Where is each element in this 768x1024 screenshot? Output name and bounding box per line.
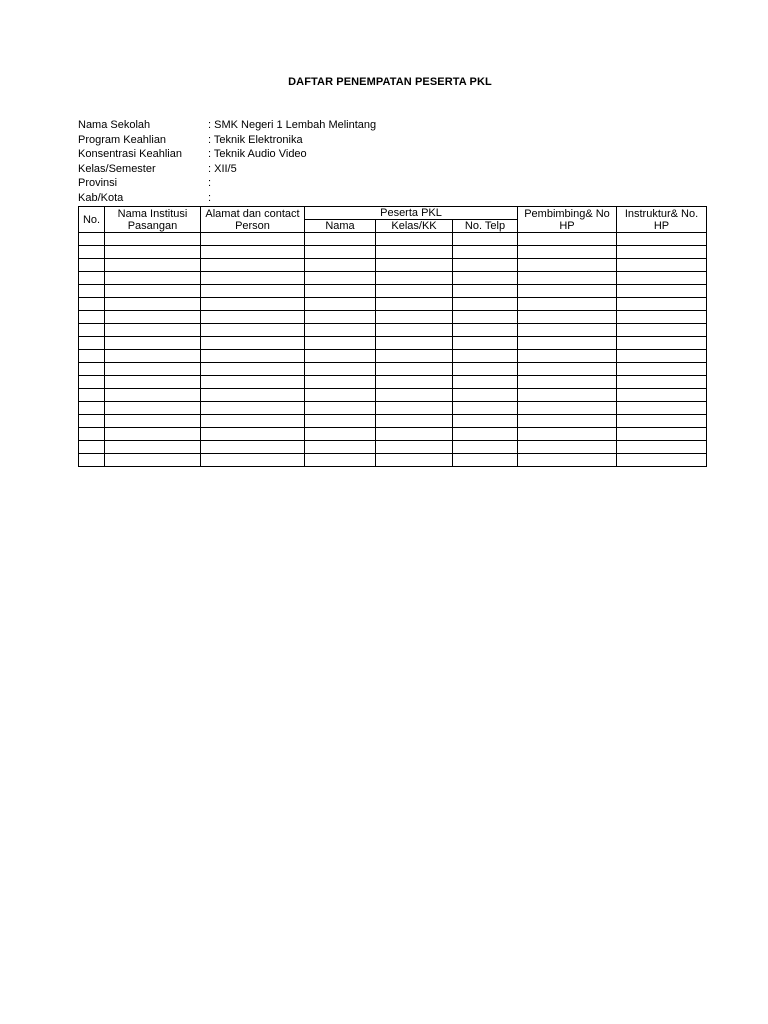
info-value: : Teknik Audio Video bbox=[208, 148, 307, 160]
table-cell bbox=[617, 246, 707, 259]
table-cell bbox=[79, 259, 105, 272]
table-cell bbox=[376, 350, 453, 363]
table-cell bbox=[105, 246, 201, 259]
table-cell bbox=[453, 402, 518, 415]
info-label: Nama Sekolah bbox=[78, 119, 151, 131]
table-cell bbox=[201, 402, 305, 415]
table-cell bbox=[518, 363, 617, 376]
table-cell bbox=[79, 298, 105, 311]
table-cell bbox=[79, 441, 105, 454]
table-cell bbox=[518, 233, 617, 246]
table-cell bbox=[105, 454, 201, 467]
table-cell bbox=[453, 324, 518, 337]
table-cell bbox=[376, 259, 453, 272]
table-cell bbox=[201, 285, 305, 298]
table-cell bbox=[518, 389, 617, 402]
table-cell bbox=[79, 415, 105, 428]
table-cell bbox=[518, 415, 617, 428]
table-cell bbox=[79, 363, 105, 376]
table-cell bbox=[453, 454, 518, 467]
table-row bbox=[79, 324, 707, 337]
table-cell bbox=[617, 376, 707, 389]
header-no: No. bbox=[79, 207, 105, 233]
table-cell bbox=[617, 298, 707, 311]
info-label: Kab/Kota bbox=[78, 191, 124, 204]
table-cell bbox=[201, 376, 305, 389]
table-cell bbox=[617, 324, 707, 337]
table-cell bbox=[453, 337, 518, 350]
table-cell bbox=[453, 246, 518, 259]
table-cell bbox=[376, 428, 453, 441]
info-row-provinsi bbox=[78, 176, 376, 191]
table-cell bbox=[79, 337, 105, 350]
table-cell bbox=[376, 402, 453, 415]
table-cell bbox=[617, 402, 707, 415]
info-value: : XII/5 bbox=[208, 162, 237, 175]
table-cell bbox=[518, 376, 617, 389]
table-cell bbox=[617, 259, 707, 272]
table-cell bbox=[376, 246, 453, 259]
table-cell bbox=[305, 454, 376, 467]
table-cell bbox=[518, 441, 617, 454]
table-row bbox=[79, 233, 707, 246]
table-cell bbox=[453, 441, 518, 454]
table-cell bbox=[79, 324, 105, 337]
table-cell bbox=[79, 402, 105, 415]
table-cell bbox=[79, 350, 105, 363]
document-title: DAFTAR PENEMPATAN PESERTA PKL bbox=[288, 76, 492, 88]
table-cell bbox=[305, 389, 376, 402]
table-cell bbox=[376, 363, 453, 376]
table-row bbox=[79, 285, 707, 298]
table-row bbox=[79, 298, 707, 311]
table-cell bbox=[453, 350, 518, 363]
table-cell bbox=[305, 298, 376, 311]
table-cell bbox=[453, 311, 518, 324]
table-cell bbox=[617, 272, 707, 285]
table-cell bbox=[305, 415, 376, 428]
table-cell bbox=[617, 454, 707, 467]
table-cell bbox=[79, 389, 105, 402]
table-row bbox=[79, 259, 707, 272]
table-cell bbox=[105, 376, 201, 389]
info-row-nama-sekolah bbox=[78, 118, 376, 133]
table-cell bbox=[305, 402, 376, 415]
info-row-kab-kota bbox=[78, 191, 376, 206]
table-cell bbox=[453, 415, 518, 428]
table-cell bbox=[201, 441, 305, 454]
table-cell bbox=[79, 246, 105, 259]
table-cell bbox=[305, 311, 376, 324]
table-cell bbox=[453, 363, 518, 376]
placement-table-wrap bbox=[78, 206, 707, 467]
table-cell bbox=[201, 246, 305, 259]
table-cell bbox=[376, 285, 453, 298]
table-cell bbox=[305, 337, 376, 350]
table-row bbox=[79, 246, 707, 259]
table-cell bbox=[453, 376, 518, 389]
table-cell bbox=[376, 454, 453, 467]
table-cell bbox=[305, 259, 376, 272]
table-cell bbox=[105, 402, 201, 415]
header-institusi: Nama Institusi Pasangan bbox=[105, 207, 201, 233]
table-cell bbox=[105, 350, 201, 363]
info-value: : bbox=[208, 177, 212, 189]
table-cell bbox=[201, 389, 305, 402]
info-label: Kelas/Semester bbox=[78, 162, 156, 175]
table-row bbox=[79, 454, 707, 467]
info-value: : bbox=[208, 191, 212, 204]
table-cell bbox=[518, 311, 617, 324]
table-cell bbox=[105, 233, 201, 246]
table-cell bbox=[201, 311, 305, 324]
info-label: Konsentrasi Keahlian bbox=[78, 148, 182, 160]
table-cell bbox=[453, 285, 518, 298]
table-cell bbox=[201, 324, 305, 337]
table-cell bbox=[79, 311, 105, 324]
table-cell bbox=[518, 337, 617, 350]
placement-table bbox=[78, 206, 707, 467]
header-peserta: Peserta PKL bbox=[305, 207, 518, 220]
table-row bbox=[79, 402, 707, 415]
table-cell bbox=[201, 454, 305, 467]
table-cell bbox=[201, 350, 305, 363]
table-cell bbox=[617, 233, 707, 246]
table-cell bbox=[518, 285, 617, 298]
table-cell bbox=[105, 272, 201, 285]
table-body bbox=[79, 233, 707, 467]
table-cell bbox=[105, 259, 201, 272]
table-cell bbox=[201, 337, 305, 350]
table-cell bbox=[518, 350, 617, 363]
table-cell bbox=[105, 415, 201, 428]
table-cell bbox=[201, 259, 305, 272]
table-cell bbox=[453, 259, 518, 272]
table-cell bbox=[376, 311, 453, 324]
table-cell bbox=[201, 428, 305, 441]
table-cell bbox=[79, 285, 105, 298]
info-row-kelas-semester bbox=[78, 162, 376, 177]
table-cell bbox=[305, 272, 376, 285]
table-cell bbox=[376, 272, 453, 285]
table-header-row bbox=[79, 207, 707, 220]
table-cell bbox=[518, 428, 617, 441]
table-cell bbox=[201, 233, 305, 246]
info-value: : SMK Negeri 1 Lembah Melintang bbox=[208, 119, 377, 131]
table-row bbox=[79, 376, 707, 389]
header-nama: Nama bbox=[305, 220, 376, 233]
table-cell bbox=[305, 285, 376, 298]
table-cell bbox=[105, 337, 201, 350]
header-pembimbing: Pembimbing& No HP bbox=[518, 207, 617, 233]
table-cell bbox=[617, 350, 707, 363]
table-cell bbox=[105, 428, 201, 441]
table-row bbox=[79, 415, 707, 428]
table-cell bbox=[201, 298, 305, 311]
table-cell bbox=[305, 376, 376, 389]
table-cell bbox=[376, 337, 453, 350]
table-row bbox=[79, 363, 707, 376]
table-cell bbox=[79, 233, 105, 246]
table-row bbox=[79, 428, 707, 441]
table-cell bbox=[376, 389, 453, 402]
table-row bbox=[79, 389, 707, 402]
table-cell bbox=[376, 298, 453, 311]
table-cell bbox=[79, 272, 105, 285]
table-cell bbox=[201, 272, 305, 285]
info-label: Program Keahlian bbox=[78, 133, 167, 146]
table-cell bbox=[201, 363, 305, 376]
table-cell bbox=[617, 337, 707, 350]
info-value: : Teknik Elektronika bbox=[208, 133, 303, 146]
info-label: Provinsi bbox=[78, 177, 118, 189]
table-cell bbox=[617, 285, 707, 298]
table-cell bbox=[105, 298, 201, 311]
table-cell bbox=[305, 324, 376, 337]
table-row bbox=[79, 311, 707, 324]
header-kelas: Kelas/KK bbox=[376, 220, 453, 233]
table-cell bbox=[617, 441, 707, 454]
table-cell bbox=[617, 389, 707, 402]
table-cell bbox=[105, 324, 201, 337]
table-cell bbox=[376, 415, 453, 428]
table-cell bbox=[453, 389, 518, 402]
table-cell bbox=[518, 272, 617, 285]
table-cell bbox=[617, 311, 707, 324]
header-alamat: Alamat dan contact Person bbox=[201, 207, 305, 233]
table-cell bbox=[617, 428, 707, 441]
table-row bbox=[79, 350, 707, 363]
table-cell bbox=[201, 415, 305, 428]
table-cell bbox=[617, 363, 707, 376]
table-cell bbox=[376, 324, 453, 337]
table-cell bbox=[376, 441, 453, 454]
table-cell bbox=[617, 415, 707, 428]
table-cell bbox=[105, 441, 201, 454]
table-cell bbox=[376, 376, 453, 389]
table-cell bbox=[518, 454, 617, 467]
table-cell bbox=[453, 298, 518, 311]
table-cell bbox=[79, 454, 105, 467]
header-instruktur: Instruktur& No. HP bbox=[617, 207, 707, 233]
table-row bbox=[79, 441, 707, 454]
table-cell bbox=[105, 389, 201, 402]
table-cell bbox=[79, 376, 105, 389]
table-cell bbox=[453, 272, 518, 285]
table-cell bbox=[518, 259, 617, 272]
table-cell bbox=[518, 246, 617, 259]
table-cell bbox=[305, 428, 376, 441]
header-telp: No. Telp bbox=[453, 220, 518, 233]
table-cell bbox=[305, 246, 376, 259]
table-cell bbox=[105, 285, 201, 298]
table-cell bbox=[305, 441, 376, 454]
info-row-program-keahlian bbox=[78, 133, 376, 148]
table-cell bbox=[518, 298, 617, 311]
table-row bbox=[79, 337, 707, 350]
table-cell bbox=[105, 311, 201, 324]
table-cell bbox=[79, 428, 105, 441]
table-cell bbox=[518, 402, 617, 415]
table-cell bbox=[453, 428, 518, 441]
table-cell bbox=[105, 363, 201, 376]
table-cell bbox=[518, 324, 617, 337]
table-row bbox=[79, 272, 707, 285]
table-cell bbox=[305, 350, 376, 363]
table-cell bbox=[376, 233, 453, 246]
table-cell bbox=[453, 233, 518, 246]
table-cell bbox=[305, 363, 376, 376]
table-cell bbox=[305, 233, 376, 246]
info-block bbox=[78, 118, 376, 205]
info-row-konsentrasi-keahlian bbox=[78, 147, 376, 162]
